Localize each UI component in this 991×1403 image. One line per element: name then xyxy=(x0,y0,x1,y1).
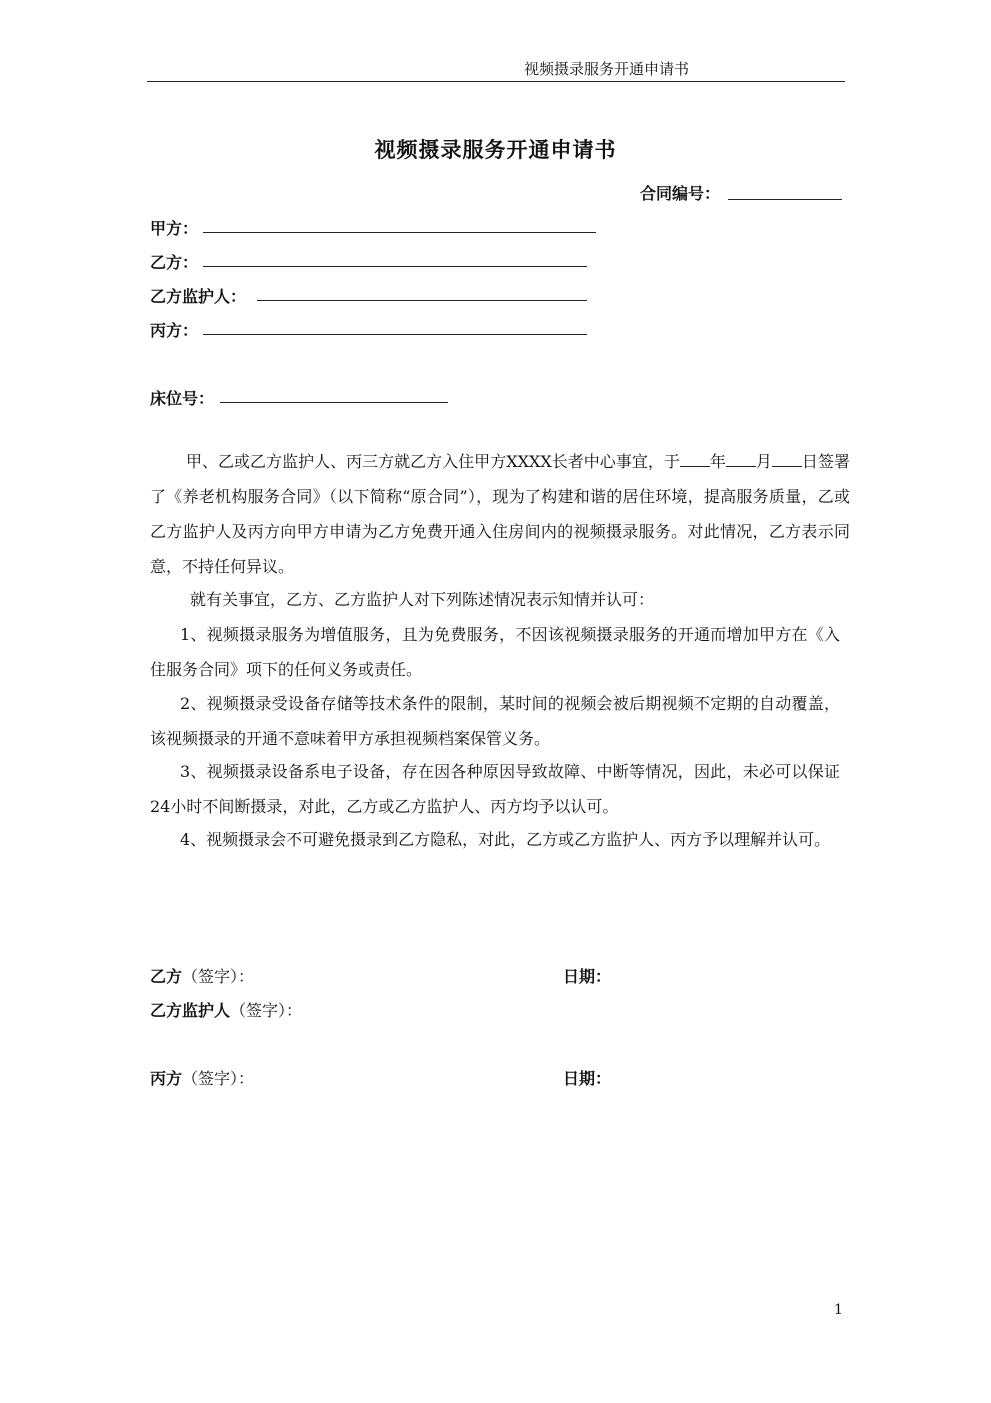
day-blank[interactable] xyxy=(772,466,802,467)
guardian-signature-name: 乙方监护人 xyxy=(150,1001,231,1020)
party-b-signature-name: 乙方 xyxy=(150,967,183,986)
clause-1: 1、视频摄录服务为增值服务，且为免费服务，不因该视频摄录服务的开通而增加甲方在《入住服务合同》项下的任何义务或责任。 xyxy=(150,625,840,679)
party-c-blank[interactable] xyxy=(203,334,587,335)
party-c-label: 丙方： xyxy=(150,321,199,340)
party-b-signature[interactable] xyxy=(150,964,254,987)
document-title: 视频摄录服务开通申请书 xyxy=(374,137,617,162)
header-divider xyxy=(147,81,845,82)
month-blank[interactable] xyxy=(726,466,756,467)
party-b-signature-hint: （签字）： xyxy=(182,967,255,986)
clause-2: 2、视频摄录受设备存储等技术条件的限制，某时间的视频会被后期视频不定期的自动覆盖，该视频摄录的开通不意味着甲方承担视频档案保管义务。 xyxy=(150,694,840,748)
bed-number-blank[interactable] xyxy=(220,402,448,403)
guardian-signature-hint: （签字）： xyxy=(230,1001,303,1020)
guardian-blank[interactable] xyxy=(257,300,587,301)
contract-number-blank[interactable] xyxy=(728,199,842,200)
guardian-label: 乙方监护人： xyxy=(150,287,247,306)
party-c-signature-hint: （签字）： xyxy=(182,1069,255,1088)
party-c-signature-name: 丙方 xyxy=(150,1069,183,1088)
year-label: 年 xyxy=(709,452,726,471)
intro-part2: 签署了《养老机构服务合同》（以下简称“原合同”），现为了构建和谐的居住环境，提高服务质量，乙或乙方监护人及丙方向甲方申请为乙方免费开通入住房间内的视频摄录服务。对此情况，乙方表示同意，不持任何异议。 xyxy=(150,452,850,576)
guardian-signature[interactable] xyxy=(150,998,302,1021)
year-blank[interactable] xyxy=(680,466,710,467)
intro-part1: 甲、乙或乙方监护人、丙三方就乙方入住甲方XXXX长者中心事宜，于 xyxy=(186,452,680,471)
party-c-signature[interactable] xyxy=(150,1066,254,1089)
party-a-blank[interactable] xyxy=(203,232,596,233)
month-label: 月 xyxy=(755,452,772,471)
day-label: 日 xyxy=(801,452,818,471)
lead-statement: 就有关事宜，乙方、乙方监护人对下列陈述情况表示知情并认可： xyxy=(190,590,655,609)
party-b-date-label: 日期： xyxy=(563,967,612,986)
party-b-label: 乙方： xyxy=(150,253,199,272)
intro-paragraph xyxy=(150,444,850,584)
clause-3: 3、视频摄录设备系电子设备，存在因各种原因导致故障、中断等情况，因此，未必可以保证24小时不间断摄录，对此，乙方或乙方监护人、丙方均予以认可。 xyxy=(150,762,840,816)
bed-number-label: 床位号： xyxy=(150,389,215,408)
party-b-blank[interactable] xyxy=(203,266,587,267)
running-header-title: 视频摄录服务开通申请书 xyxy=(524,60,690,78)
page-number: 1 xyxy=(834,1302,843,1318)
party-c-date-label: 日期： xyxy=(563,1069,612,1088)
contract-number-label: 合同编号： xyxy=(640,184,721,203)
clause-4: 4、视频摄录会不可避免摄录到乙方隐私，对此，乙方或乙方监护人、丙方予以理解并认可。 xyxy=(180,830,831,849)
party-a-label: 甲方： xyxy=(150,219,199,238)
